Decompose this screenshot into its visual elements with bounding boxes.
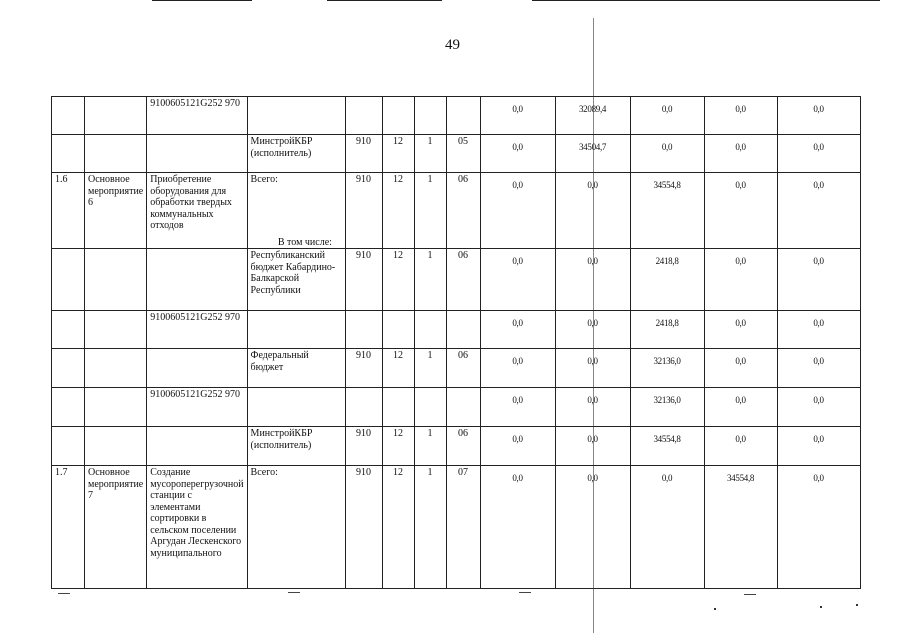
- no-cell: [52, 311, 85, 349]
- value-1-text: 0,0: [512, 395, 523, 405]
- value-3-cell: [630, 349, 704, 388]
- value-1-text: 0,0: [512, 180, 523, 190]
- value-4-cell: [704, 466, 777, 589]
- value-5-text: 0,0: [813, 104, 824, 114]
- value-5-text: 0,0: [813, 142, 824, 152]
- name-text: 9100605121G252 970: [150, 98, 240, 109]
- code-pr-cell: [414, 135, 446, 173]
- code-csr-cell: [446, 349, 480, 388]
- value-4-text: 0,0: [735, 142, 746, 152]
- value-4-text: 0,0: [735, 104, 746, 114]
- value-3-cell: [630, 249, 704, 311]
- code-pr-cell: [414, 427, 446, 466]
- value-3-text: 0,0: [661, 142, 673, 152]
- value-2-text: 0,0: [587, 180, 598, 190]
- value-4-text: 0,0: [735, 395, 746, 405]
- code-grbs-text: 910: [356, 467, 372, 478]
- type-cell: [85, 466, 147, 589]
- code-csr-text: 06: [458, 350, 469, 361]
- table-row: [52, 466, 861, 589]
- code-grbs-text: 910: [356, 250, 372, 261]
- scan-dot-2: [856, 604, 858, 606]
- name-text: 9100605121G252 970: [150, 312, 240, 323]
- type-cell: [85, 249, 147, 311]
- value-5-cell: [777, 349, 860, 388]
- agency-cell: [247, 249, 345, 311]
- value-1-cell: [480, 135, 555, 173]
- value-5-cell: [777, 388, 860, 427]
- code-rz-cell: [382, 97, 414, 135]
- footer-dash-1: [58, 593, 70, 594]
- value-1-cell: [480, 466, 555, 589]
- value-1-text: 0,0: [512, 434, 523, 444]
- value-5-cell: [777, 311, 860, 349]
- table-row: [52, 249, 861, 311]
- value-2-cell: [555, 97, 630, 135]
- type-cell: [85, 388, 147, 427]
- agency-cell: [247, 311, 345, 349]
- footer-dash-2: [288, 592, 300, 593]
- table-row: [52, 427, 861, 466]
- value-2-cell: [555, 466, 630, 589]
- no-cell: [52, 427, 85, 466]
- value-5-cell: [777, 249, 860, 311]
- code-grbs-text: 910: [356, 174, 372, 185]
- no-cell: [52, 97, 85, 135]
- code-pr-cell: [414, 349, 446, 388]
- code-csr-cell: [446, 97, 480, 135]
- value-4-cell: [704, 173, 777, 249]
- agency-text: Всего:: [250, 174, 278, 185]
- code-pr-cell: [414, 388, 446, 427]
- value-2-cell: [555, 349, 630, 388]
- no-text: 1.7: [55, 467, 68, 478]
- code-rz-cell: [382, 427, 414, 466]
- value-3-text: 34554,8: [653, 434, 681, 444]
- value-3-cell: [630, 466, 704, 589]
- code-rz-cell: [382, 466, 414, 589]
- code-grbs-cell: [345, 466, 382, 589]
- value-3-text: 32136,0: [653, 356, 681, 366]
- value-4-text: 0,0: [735, 434, 746, 444]
- code-csr-text: 06: [458, 428, 469, 439]
- name-text: Приобретение оборудования для обработки твердых коммунальных отходов: [150, 174, 232, 231]
- code-grbs-cell: [345, 427, 382, 466]
- agency-cell: [247, 173, 345, 249]
- value-3-cell: [630, 135, 704, 173]
- agency-cell: [247, 466, 345, 589]
- value-4-cell: [704, 349, 777, 388]
- code-pr-text: 1: [427, 467, 433, 478]
- table-row: [52, 311, 861, 349]
- value-1-cell: [480, 249, 555, 311]
- code-csr-cell: [446, 173, 480, 249]
- value-5-text: 0,0: [813, 473, 824, 483]
- code-rz-cell: [382, 173, 414, 249]
- type-cell: [85, 97, 147, 135]
- agency-text: Республиканский бюджет Кабардино-Балкарской Республики: [250, 250, 336, 296]
- value-5-text: 0,0: [813, 356, 824, 366]
- code-pr-cell: [414, 97, 446, 135]
- value-2-text: 0,0: [587, 318, 598, 328]
- code-grbs-cell: [345, 311, 382, 349]
- table-row: [52, 388, 861, 427]
- code-pr-text: 1: [427, 136, 433, 147]
- code-rz-text: 12: [393, 350, 404, 361]
- value-4-text: 0,0: [735, 256, 746, 266]
- code-grbs-cell: [345, 135, 382, 173]
- value-1-text: 0,0: [512, 104, 523, 114]
- value-5-text: 0,0: [813, 434, 824, 444]
- top-rule-1: [152, 0, 252, 1]
- top-rule-3: [532, 0, 880, 1]
- budget-table: [51, 96, 861, 589]
- code-rz-text: 12: [393, 174, 404, 185]
- no-cell: [52, 173, 85, 249]
- agency-bottom-text: В том числе:: [277, 236, 332, 248]
- value-5-cell: [777, 97, 860, 135]
- value-2-text: 34504,7: [578, 142, 607, 152]
- value-1-cell: [480, 388, 555, 427]
- code-rz-cell: [382, 249, 414, 311]
- code-pr-cell: [414, 466, 446, 589]
- code-rz-text: 12: [393, 250, 404, 261]
- value-2-text: 0,0: [587, 256, 598, 266]
- value-1-text: 0,0: [512, 356, 523, 366]
- table-row: [52, 97, 861, 135]
- code-grbs-cell: [345, 249, 382, 311]
- agency-cell: [247, 97, 345, 135]
- value-2-cell: [555, 311, 630, 349]
- code-rz-cell: [382, 388, 414, 427]
- value-5-text: 0,0: [813, 318, 824, 328]
- value-5-text: 0,0: [813, 180, 824, 190]
- agency-cell: [247, 135, 345, 173]
- code-grbs-text: 910: [356, 350, 372, 361]
- code-csr-cell: [446, 388, 480, 427]
- value-4-text: 0,0: [735, 356, 746, 366]
- agency-text: МинстройКБР (исполнитель): [250, 136, 313, 159]
- value-2-text: 0,0: [587, 395, 598, 405]
- code-pr-cell: [414, 173, 446, 249]
- code-csr-cell: [446, 311, 480, 349]
- value-2-text: 0,0: [587, 473, 598, 483]
- value-2-cell: [555, 173, 630, 249]
- value-2-cell: [555, 135, 630, 173]
- top-rule-2: [327, 0, 442, 1]
- value-4-cell: [704, 311, 777, 349]
- value-4-text: 0,0: [735, 180, 746, 190]
- type-cell: [85, 135, 147, 173]
- code-grbs-cell: [345, 97, 382, 135]
- name-cell: [147, 135, 247, 173]
- code-grbs-cell: [345, 388, 382, 427]
- table-row: [52, 349, 861, 388]
- code-csr-text: 05: [458, 136, 469, 147]
- no-cell: [52, 249, 85, 311]
- agency-cell: [247, 349, 345, 388]
- code-grbs-cell: [345, 349, 382, 388]
- no-cell: [52, 349, 85, 388]
- code-grbs-text: 910: [356, 136, 372, 147]
- value-3-text: 2418,8: [655, 256, 679, 266]
- page-number: 49: [445, 37, 460, 53]
- name-cell: [147, 466, 247, 589]
- code-rz-text: 12: [393, 136, 404, 147]
- value-4-text: 34554,8: [726, 473, 755, 483]
- no-text: 1.6: [55, 174, 68, 185]
- code-csr-cell: [446, 466, 480, 589]
- type-cell: [85, 349, 147, 388]
- value-1-cell: [480, 349, 555, 388]
- value-5-cell: [777, 135, 860, 173]
- code-csr-text: 06: [458, 250, 469, 261]
- name-text: Создание мусороперегрузочной станции с элементами сортировки в сельском поселении Аргудан Лескенского муниципального: [150, 467, 244, 559]
- footer-dash-3: [519, 592, 531, 593]
- value-2-cell: [555, 388, 630, 427]
- value-1-text: 0,0: [512, 142, 523, 152]
- value-3-text: 0,0: [661, 473, 673, 483]
- value-5-text: 0,0: [813, 395, 824, 405]
- code-csr-text: 07: [458, 467, 469, 478]
- value-2-cell: [555, 249, 630, 311]
- value-3-cell: [630, 173, 704, 249]
- name-cell: [147, 249, 247, 311]
- value-3-text: 2418,8: [655, 318, 679, 328]
- type-cell: [85, 311, 147, 349]
- name-cell: [147, 388, 247, 427]
- value-4-cell: [704, 135, 777, 173]
- value-3-text: 0,0: [661, 104, 673, 114]
- value-1-text: 0,0: [512, 318, 523, 328]
- value-4-cell: [704, 249, 777, 311]
- code-rz-cell: [382, 135, 414, 173]
- value-4-cell: [704, 427, 777, 466]
- code-pr-text: 1: [427, 428, 433, 439]
- value-3-text: 32136,0: [653, 395, 681, 405]
- type-text: Основное мероприятие 7: [88, 467, 144, 501]
- name-cell: [147, 173, 247, 249]
- type-cell: [85, 427, 147, 466]
- value-4-text: 0,0: [735, 318, 746, 328]
- code-rz-text: 12: [393, 467, 404, 478]
- code-grbs-text: 910: [356, 428, 372, 439]
- code-pr-text: 1: [427, 174, 433, 185]
- table-row: [52, 173, 861, 249]
- code-rz-cell: [382, 311, 414, 349]
- value-2-text: 32089,4: [578, 104, 607, 114]
- value-1-text: 0,0: [512, 256, 523, 266]
- code-pr-cell: [414, 311, 446, 349]
- code-pr-text: 1: [427, 350, 433, 361]
- code-csr-cell: [446, 249, 480, 311]
- value-4-cell: [704, 388, 777, 427]
- code-csr-cell: [446, 135, 480, 173]
- agency-text: Федеральный бюджет: [250, 350, 309, 373]
- name-cell: [147, 349, 247, 388]
- value-1-text: 0,0: [512, 473, 523, 483]
- name-cell: [147, 97, 247, 135]
- type-text: Основное мероприятие 6: [88, 174, 144, 208]
- code-pr-cell: [414, 249, 446, 311]
- value-1-cell: [480, 427, 555, 466]
- code-rz-cell: [382, 349, 414, 388]
- name-cell: [147, 311, 247, 349]
- value-1-cell: [480, 311, 555, 349]
- scan-dot-3: [714, 608, 716, 610]
- no-cell: [52, 388, 85, 427]
- name-cell: [147, 427, 247, 466]
- value-2-text: 0,0: [587, 356, 598, 366]
- code-csr-cell: [446, 427, 480, 466]
- value-3-cell: [630, 427, 704, 466]
- value-4-cell: [704, 97, 777, 135]
- value-1-cell: [480, 173, 555, 249]
- name-text: 9100605121G252 970: [150, 389, 240, 400]
- value-2-text: 0,0: [587, 434, 598, 444]
- value-1-cell: [480, 97, 555, 135]
- code-grbs-cell: [345, 173, 382, 249]
- no-cell: [52, 135, 85, 173]
- value-3-text: 34554,8: [653, 180, 681, 190]
- code-csr-text: 06: [458, 174, 469, 185]
- footer-dash-4: [744, 594, 756, 595]
- value-2-cell: [555, 427, 630, 466]
- agency-text: МинстройКБР (исполнитель): [250, 428, 313, 451]
- no-cell: [52, 466, 85, 589]
- code-rz-text: 12: [393, 428, 404, 439]
- type-cell: [85, 173, 147, 249]
- agency-cell: [247, 388, 345, 427]
- table-row: [52, 135, 861, 173]
- value-5-text: 0,0: [813, 256, 824, 266]
- value-5-cell: [777, 466, 860, 589]
- agency-cell: [247, 427, 345, 466]
- agency-text: Всего:: [250, 467, 278, 478]
- value-3-cell: [630, 388, 704, 427]
- code-pr-text: 1: [427, 250, 433, 261]
- value-3-cell: [630, 97, 704, 135]
- value-3-cell: [630, 311, 704, 349]
- scan-dot-1: [820, 606, 822, 608]
- value-5-cell: [777, 427, 860, 466]
- value-5-cell: [777, 173, 860, 249]
